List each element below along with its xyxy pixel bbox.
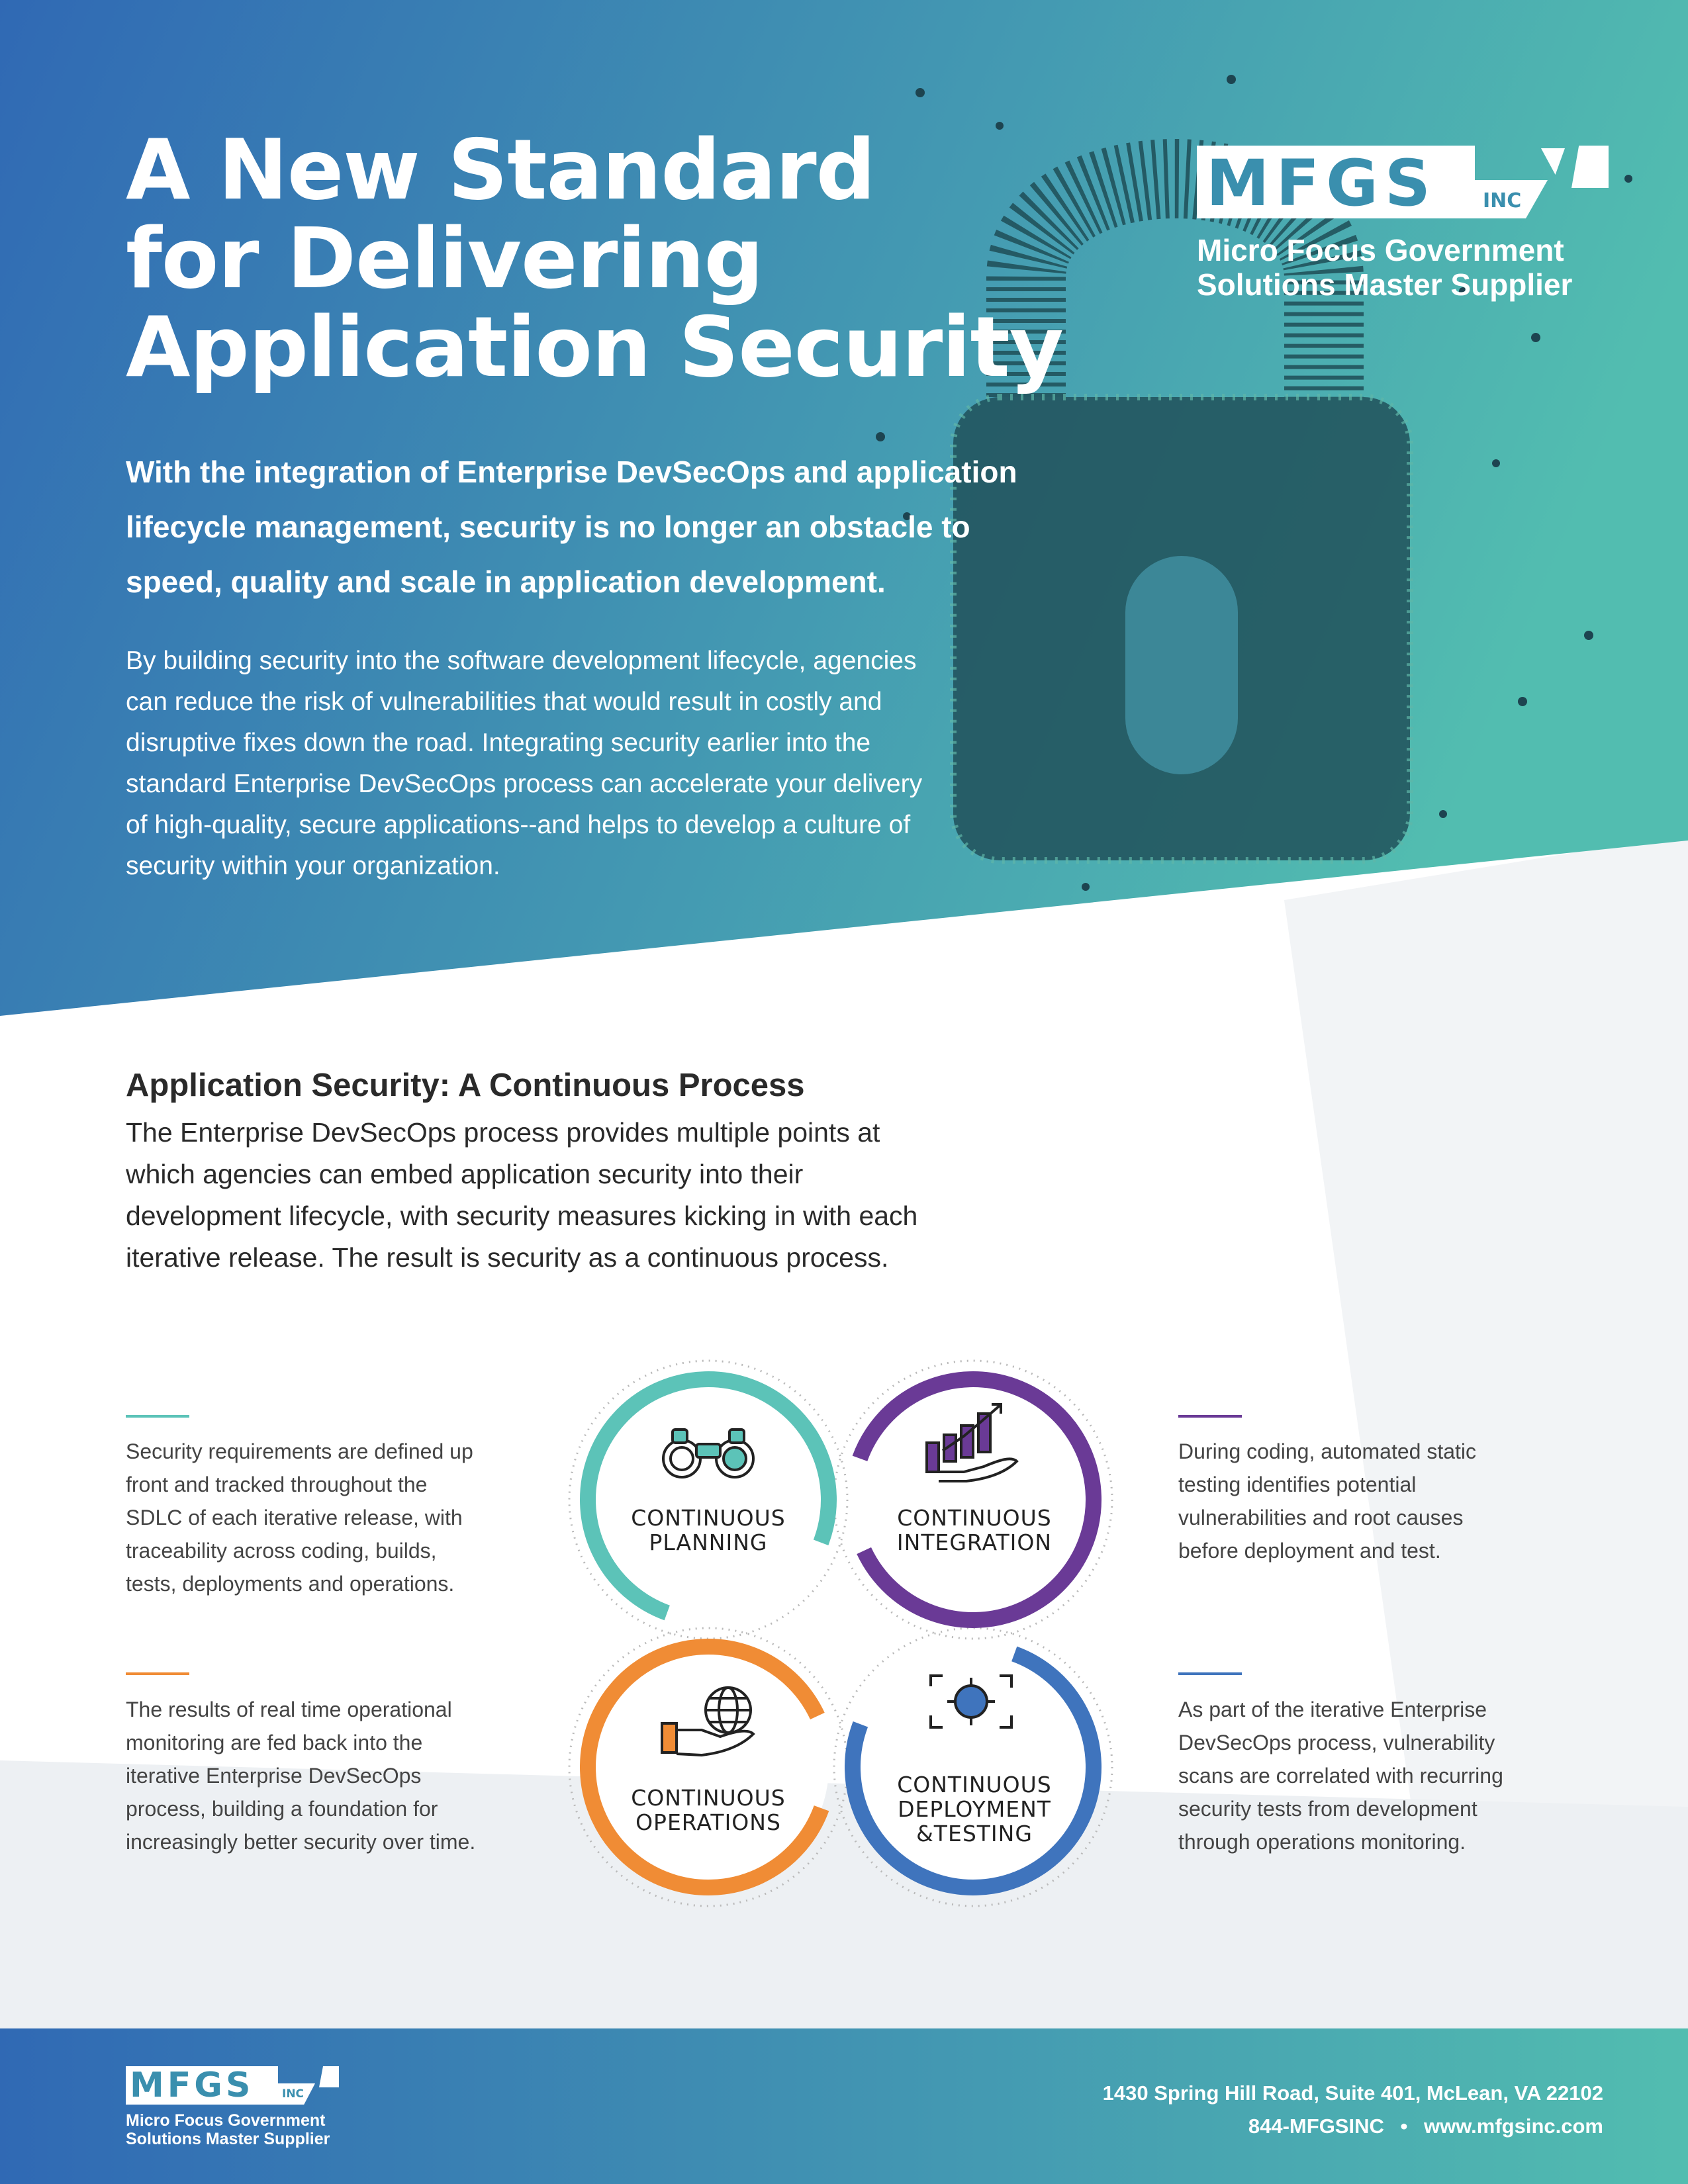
logo-tagline [1197, 233, 1572, 302]
footer-contact [1103, 2077, 1603, 2143]
logo-tagline-line: Solutions Master Supplier [1197, 267, 1573, 302]
note-line: through operations monitoring. [1178, 1830, 1466, 1854]
planning-label [602, 1506, 814, 1598]
note-rule-planning [126, 1415, 189, 1418]
operations-label [602, 1786, 814, 1878]
hero-intro-line: security within your organization. [126, 852, 500, 880]
section-body-line: which agencies can embed application security into their [126, 1159, 804, 1189]
footer-logo [126, 2064, 351, 2150]
cycle-label-line: INTEGRATION [896, 1529, 1053, 1555]
cycle-label-line: CONTINUOUS [631, 1506, 786, 1531]
integration-label [868, 1506, 1080, 1598]
integration-ring [819, 1345, 1128, 1655]
note-line: traceability across coding, builds, [126, 1539, 437, 1563]
note-rule-deployment [1178, 1672, 1242, 1675]
cycle-label-line: CONTINUOUS [631, 1786, 786, 1811]
note-line: vulnerabilities and root causes [1178, 1506, 1464, 1529]
note-line: before deployment and test. [1178, 1539, 1441, 1563]
hero-lead [126, 445, 1105, 610]
footer-contact-line [1103, 2110, 1603, 2143]
footer-logo-tagline-line: Solutions Master Supplier [126, 2130, 330, 2148]
hero-title-line: A New Standard [126, 121, 875, 218]
hero-intro-line: disruptive fixes down the road. Integrating security earlier into the [126, 729, 871, 757]
section-body [126, 1112, 1039, 1279]
cycle-label-line: PLANNING [649, 1529, 768, 1555]
note-line: Security requirements are defined up [126, 1439, 473, 1463]
footer-address: 1430 Spring Hill Road, Suite 401, McLean, VA 22102 [1102, 2081, 1603, 2105]
section-title: Application Security: A Continuous Process [126, 1068, 805, 1103]
cycle-label-line: CONTINUOUS [897, 1772, 1052, 1797]
section-body-line: iterative release. The result is security as a continuous process. [126, 1242, 889, 1273]
footer-logo-inc: INC [282, 2087, 305, 2101]
hero-intro-line: of high-quality, secure applications--and helps to develop a culture of [126, 811, 911, 839]
hero-title [126, 121, 1063, 396]
footer-logo-mark: MFGS [130, 2066, 254, 2105]
note-integration [1178, 1435, 1549, 1567]
note-line: The results of real time operational [126, 1698, 452, 1721]
note-line: As part of the iterative Enterprise [1178, 1698, 1487, 1721]
hero-lead-line: speed, quality and scale in application development. [126, 565, 886, 599]
note-line: SDLC of each iterative release, with [126, 1506, 463, 1529]
hero-intro [126, 641, 1033, 887]
cycle-label-line: &TESTING [916, 1821, 1033, 1846]
hero-intro-line: can reduce the risk of vulnerabilities that would result in costly and [126, 688, 882, 716]
note-operations [126, 1693, 496, 1858]
note-rule-operations [126, 1672, 189, 1675]
note-line: During coding, automated static [1178, 1439, 1477, 1463]
hero-intro-line: By building security into the software development lifecycle, agencies [126, 647, 917, 675]
cycle-label-line: OPERATIONS [635, 1809, 781, 1835]
footer-logo-accent [319, 2066, 339, 2087]
note-deployment [1178, 1693, 1549, 1858]
note-planning [126, 1435, 496, 1600]
note-line: testing identifies potential [1178, 1473, 1417, 1496]
footer-website-link[interactable]: www.mfgsinc.com [1423, 2115, 1603, 2138]
note-line: security tests from development [1178, 1797, 1477, 1821]
hero-lead-line: With the integration of Enterprise DevSecOps and application [126, 455, 1017, 489]
cycle-label-line: DEPLOYMENT [898, 1796, 1051, 1822]
note-line: monitoring are fed back into the [126, 1731, 423, 1754]
note-line: tests, deployments and operations. [126, 1572, 455, 1596]
deployment-label [868, 1772, 1080, 1878]
cycle-label-line: CONTINUOUS [897, 1506, 1052, 1531]
footer-phone[interactable]: 844-MFGSINC [1248, 2115, 1384, 2138]
logo-accent-2 [1571, 146, 1609, 188]
note-line: increasingly better security over time. [126, 1830, 476, 1854]
hero-lead-line: lifecycle management, security is no longer an obstacle to [126, 510, 970, 544]
note-line: scans are correlated with recurring [1178, 1764, 1503, 1788]
section-body-line: The Enterprise DevSecOps process provides multiple points at [126, 1117, 880, 1148]
logo-tagline-line: Micro Focus Government [1197, 233, 1564, 267]
logo-inc: INC [1483, 189, 1522, 212]
footer-logo-tagline-line: Micro Focus Government [126, 2111, 326, 2130]
continuous-process-diagram [543, 1337, 1139, 1933]
note-line: process, building a foundation for [126, 1797, 438, 1821]
header-logo [1197, 140, 1607, 306]
note-rule-integration [1178, 1415, 1242, 1418]
logo-accent-1 [1541, 148, 1565, 175]
hero-title-line: for Delivering [126, 210, 763, 307]
hero-intro-line: standard Enterprise DevSecOps process can accelerate your delivery [126, 770, 923, 798]
hero-title-line: Application Security [126, 298, 1063, 396]
note-line: DevSecOps process, vulnerability [1178, 1731, 1495, 1754]
footer-separator: • [1400, 2115, 1408, 2138]
planning-ring [554, 1345, 863, 1655]
note-line: iterative Enterprise DevSecOps [126, 1764, 422, 1788]
note-line: front and tracked throughout the [126, 1473, 428, 1496]
section-body-line: development lifecycle, with security measures kicking in with each [126, 1201, 918, 1231]
logo-mark: MFGS [1206, 146, 1438, 220]
footer-logo-tagline [126, 2111, 330, 2148]
